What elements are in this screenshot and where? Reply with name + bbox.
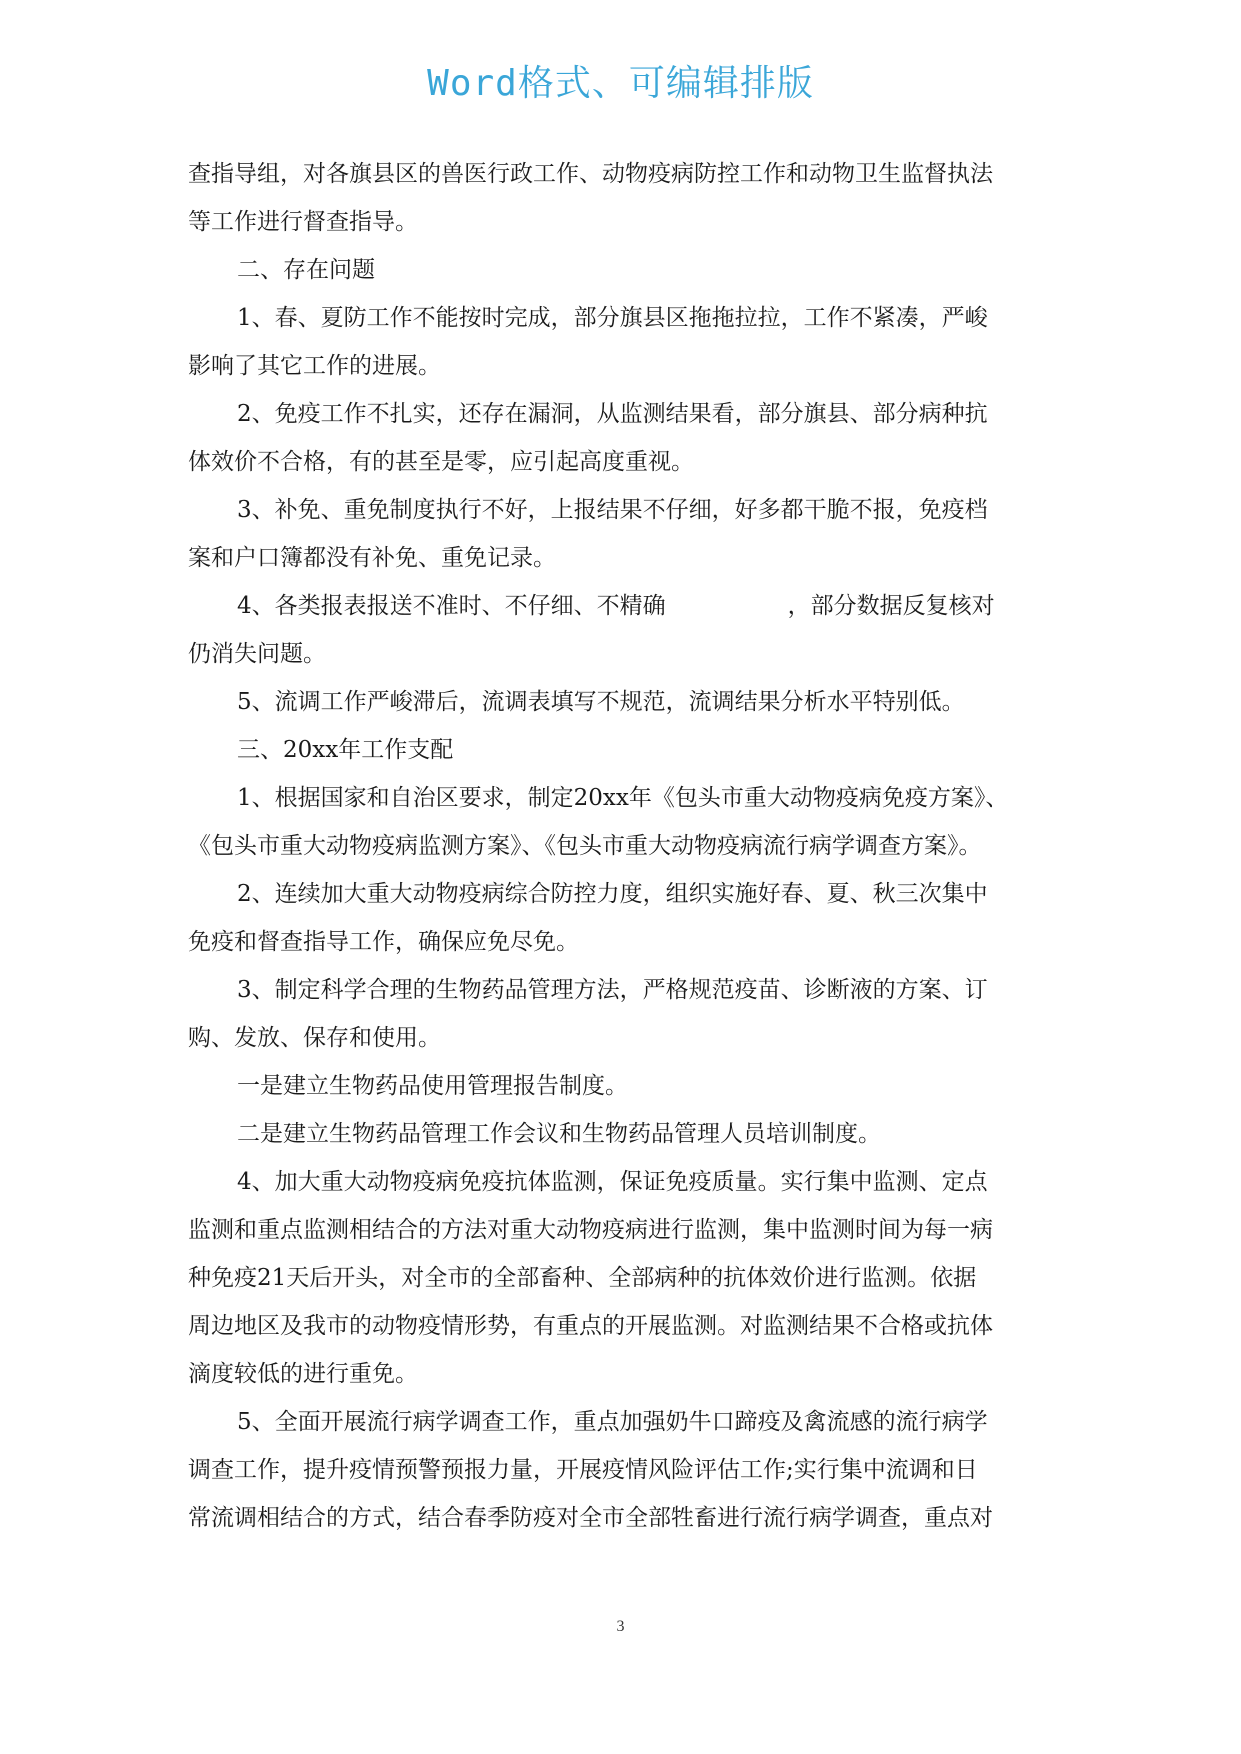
text-line — [188, 582, 1058, 630]
text-line: 1、根据国家和自治区要求，制定20xx年《包头市重大动物疫病免疫方案》、 — [237, 785, 1009, 811]
section-heading: 二、存在问题 — [237, 257, 375, 283]
text-line: 4、加大重大动物疫病免疫抗体监测，保证免疫质量。实行集中监测、定点 — [237, 1169, 988, 1195]
document-body — [188, 150, 1058, 1542]
text-line: 二是建立生物药品管理工作会议和生物药品管理人员培训制度。 — [237, 1121, 881, 1147]
text-line: 案和户口簿都没有补免、重免记录。 — [188, 545, 556, 571]
text-line: 查指导组，对各旗县区的兽医行政工作、动物疫病防控工作和动物卫生监督执法 — [188, 161, 993, 187]
text-line: 等工作进行督查指导。 — [188, 209, 418, 235]
text-line: 周边地区及我市的动物疫情形势，有重点的开展监测。对监测结果不合格或抗体 — [188, 1313, 993, 1339]
text-segment: ，部分数据反复核对 — [787, 593, 995, 619]
text-line: 2、连续加大重大动物疫病综合防控力度，组织实施好春、夏、秋三次集中 — [237, 881, 988, 907]
text-line: 常流调相结合的方式，结合春季防疫对全市全部牲畜进行流行病学调查，重点对 — [188, 1505, 993, 1531]
text-line: 购、发放、保存和使用。 — [188, 1025, 441, 1051]
text-line: 5、流调工作严峻滞后，流调表填写不规范，流调结果分析水平特别低。 — [237, 689, 965, 715]
text-segment: 4、各类报表报送不准时、不仔细、不精确 — [237, 593, 666, 619]
section-heading: 三、20xx年工作支配 — [237, 737, 454, 763]
text-line: 体效价不合格，有的甚至是零，应引起高度重视。 — [188, 449, 694, 475]
text-line: 滴度较低的进行重免。 — [188, 1361, 418, 1387]
document-header-title: Word格式、可编辑排版 — [427, 63, 814, 104]
text-line: 一是建立生物药品使用管理报告制度。 — [237, 1073, 628, 1099]
text-line: 影响了其它工作的进展。 — [188, 353, 441, 379]
page-number: 3 — [616, 1618, 625, 1635]
text-line: 仍消失问题。 — [188, 641, 326, 667]
text-line: 监测和重点监测相结合的方法对重大动物疫病进行监测，集中监测时间为每一病 — [188, 1217, 993, 1243]
text-line: 3、制定科学合理的生物药品管理方法，严格规范疫苗、诊断液的方案、订 — [237, 977, 988, 1003]
text-line: 免疫和督查指导工作，确保应免尽免。 — [188, 929, 579, 955]
text-line: 2、免疫工作不扎实，还存在漏洞，从监测结果看，部分旗县、部分病种抗 — [237, 401, 988, 427]
text-line: 《包头市重大动物疫病监测方案》、《包头市重大动物疫病流行病学调查方案》。 — [188, 833, 982, 859]
text-line: 5、全面开展流行病学调查工作，重点加强奶牛口蹄疫及禽流感的流行病学 — [237, 1409, 988, 1435]
text-line: 3、补免、重免制度执行不好，上报结果不仔细，好多都干脆不报，免疫档 — [237, 497, 988, 523]
text-line: 1、春、夏防工作不能按时完成，部分旗县区拖拖拉拉，工作不紧凑，严峻 — [237, 305, 988, 331]
text-line: 种免疫21天后开头，对全市的全部畜种、全部病种的抗体效价进行监测。依据 — [188, 1265, 977, 1291]
text-line: 调查工作，提升疫情预警预报力量，开展疫情风险评估工作;实行集中流调和日 — [188, 1457, 978, 1483]
